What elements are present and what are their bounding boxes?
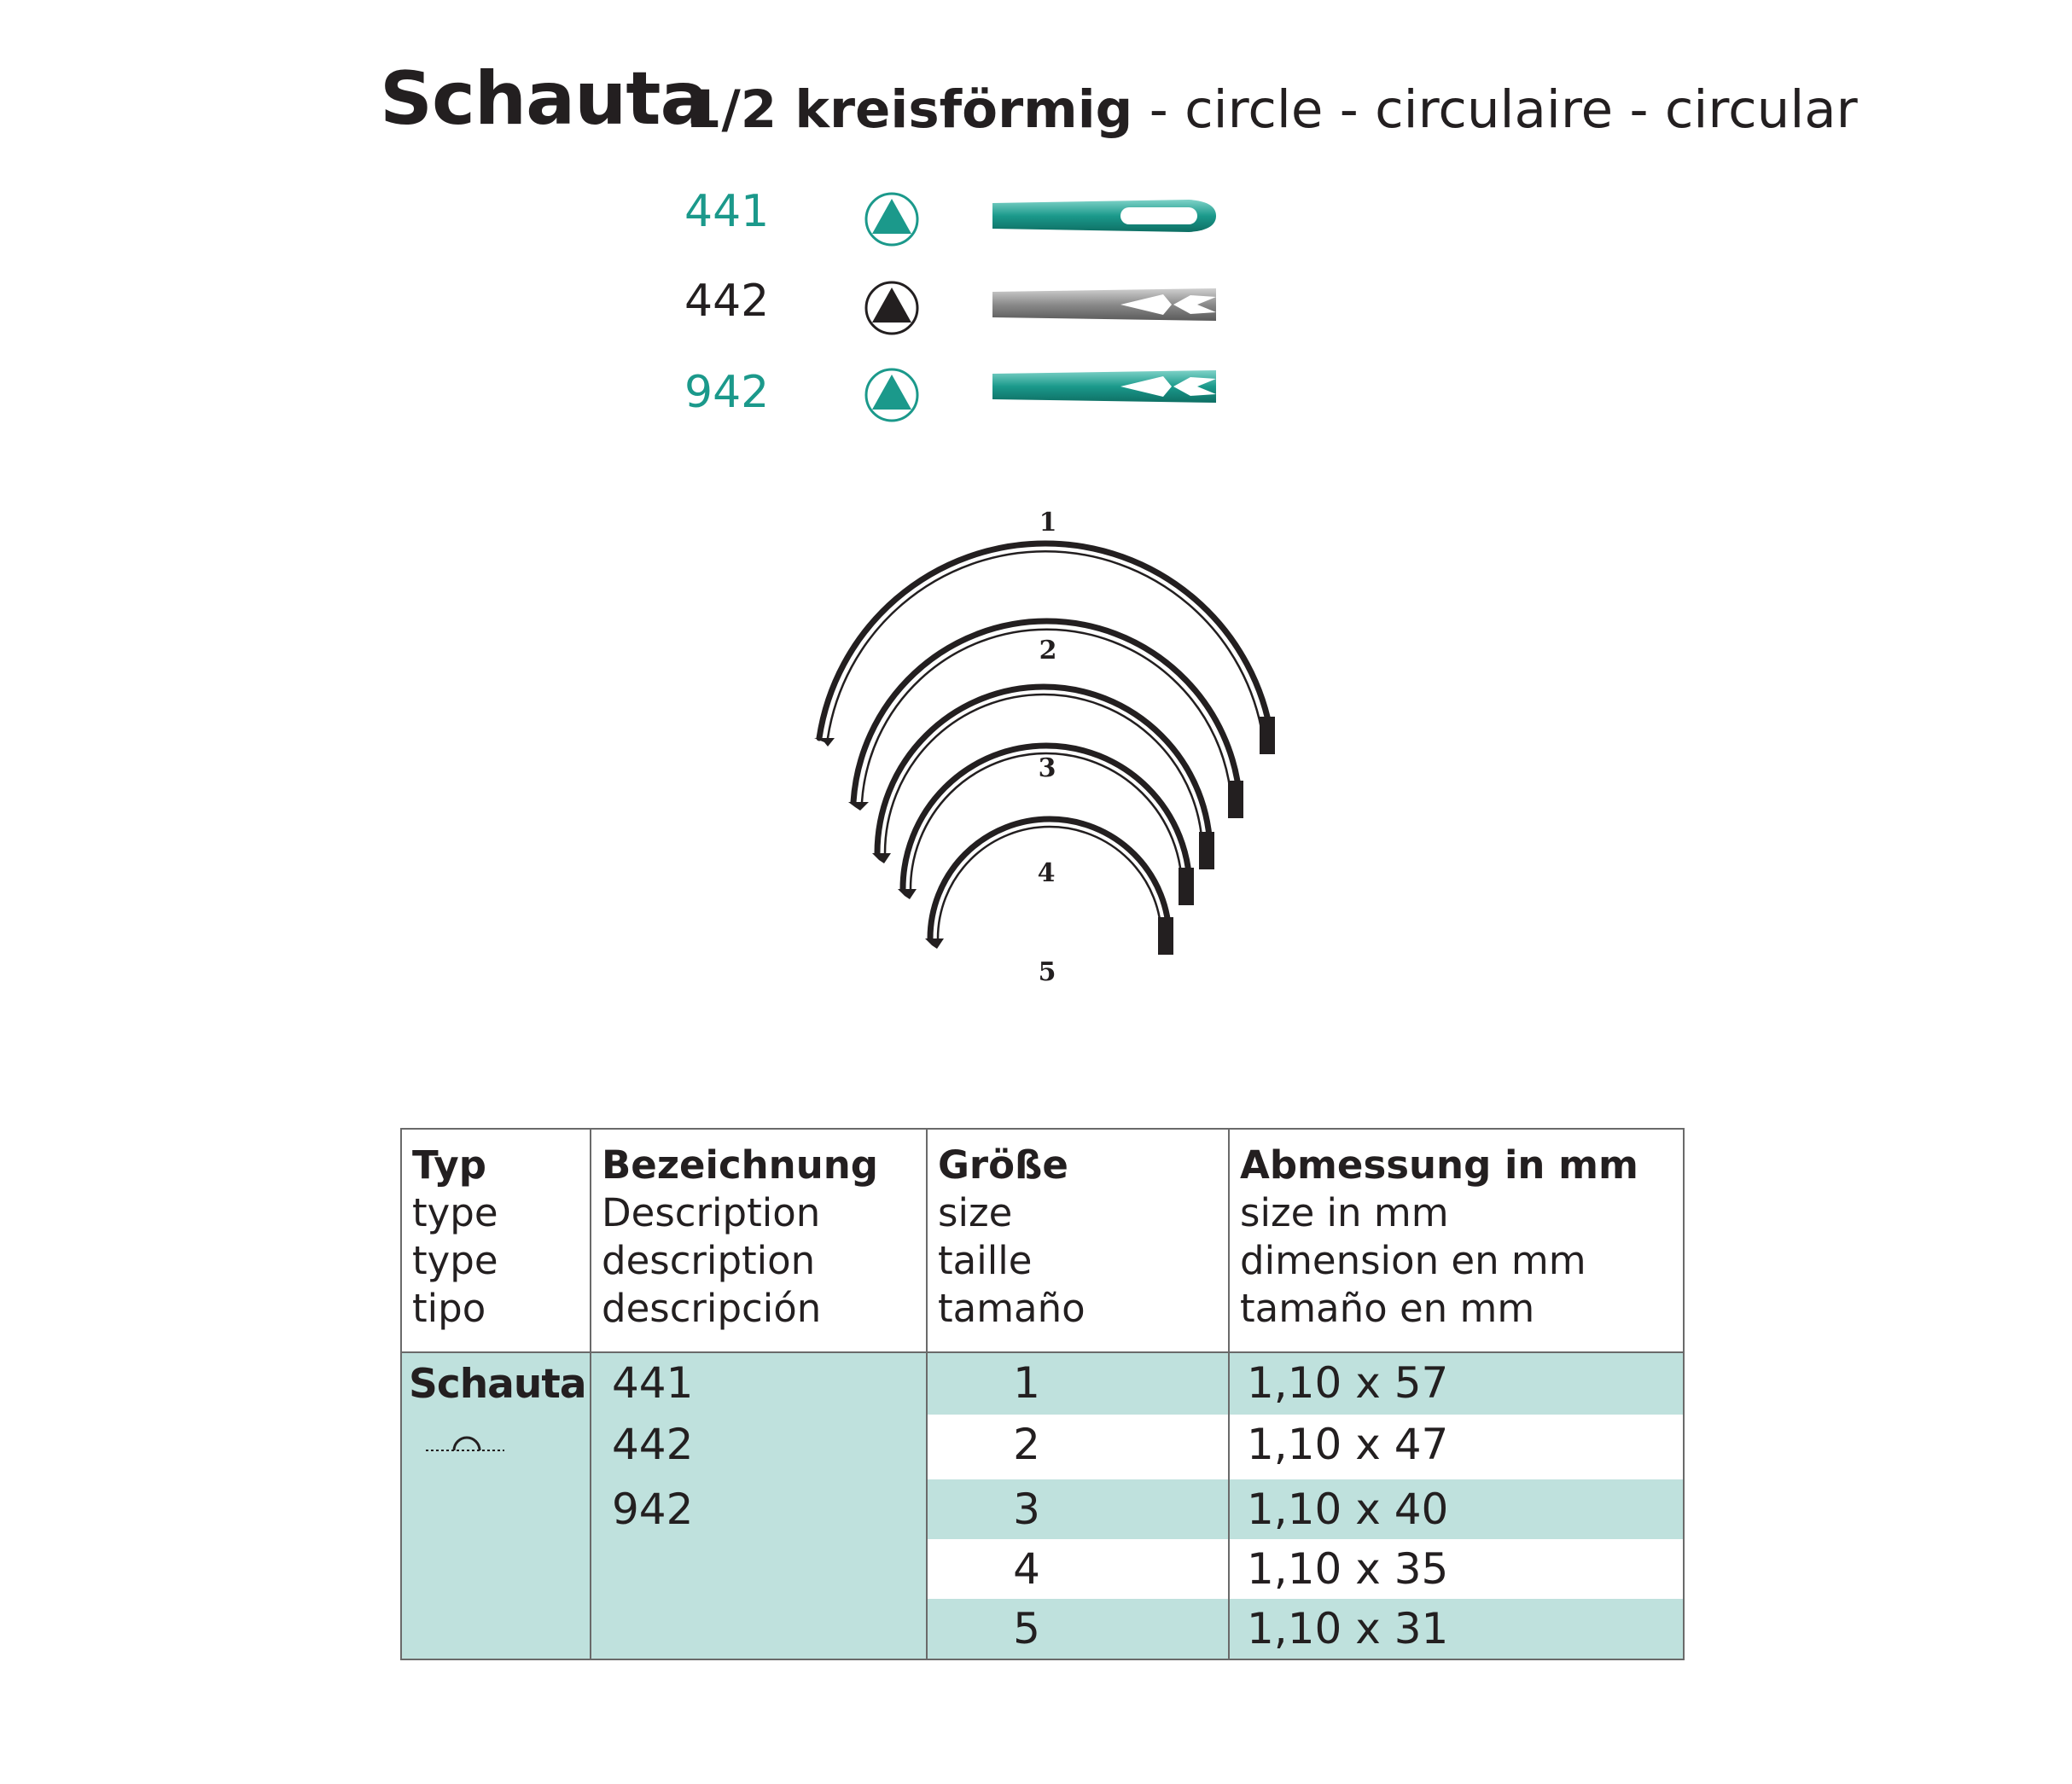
table-row	[401, 1415, 1684, 1479]
variant-code-441: 441	[684, 186, 770, 237]
table-row	[401, 1599, 1684, 1659]
triangle-teal-icon	[864, 191, 920, 247]
type-cell	[401, 1599, 591, 1659]
type-cell	[401, 1539, 591, 1599]
dimension-cell: 1,10 x 31	[1229, 1599, 1684, 1659]
table-row	[401, 1479, 1684, 1539]
subtitle-bold: 1/2 kreisförmig	[685, 79, 1133, 140]
needle-label-1: 1	[1039, 508, 1057, 538]
table-row	[401, 1352, 1684, 1415]
needle-label-5: 5	[1038, 957, 1056, 987]
header-dimension: Abmessung in mm size in mm dimension en mm tamaño en mm	[1229, 1129, 1684, 1352]
page-subtitle	[685, 79, 1858, 140]
needle-label-4: 4	[1037, 858, 1056, 888]
table-row	[401, 1539, 1684, 1599]
size-cell: 2	[927, 1415, 1229, 1479]
description-cell	[591, 1539, 927, 1599]
size-cell: 4	[927, 1539, 1229, 1599]
triangle-black-icon	[864, 280, 920, 336]
type-cell	[401, 1415, 591, 1479]
variant-code-942: 942	[684, 367, 770, 418]
dimension-cell: 1,10 x 40	[1229, 1479, 1684, 1539]
type-cell	[401, 1352, 591, 1415]
description-cell: 441	[591, 1352, 927, 1415]
table-header-row	[401, 1129, 1684, 1352]
header-description: Bezeichnung Description description descripción	[591, 1129, 927, 1352]
needle-size-diagram	[794, 452, 1289, 1084]
needle-label-3: 3	[1038, 753, 1056, 783]
type-name: Schauta	[409, 1361, 586, 1408]
half-circle-needle-icon	[426, 1421, 528, 1464]
header-size: Größe size taille tamaño	[927, 1129, 1229, 1352]
page-title: Schauta	[380, 56, 709, 142]
dimension-cell: 1,10 x 57	[1229, 1352, 1684, 1415]
variant-code-442: 442	[684, 276, 770, 327]
size-cell: 3	[927, 1479, 1229, 1539]
size-cell: 5	[927, 1599, 1229, 1659]
dimension-cell: 1,10 x 47	[1229, 1415, 1684, 1479]
triangle-teal-icon	[864, 367, 920, 423]
needle-label-2: 2	[1039, 636, 1057, 665]
needle-eye-teal-icon	[992, 195, 1219, 237]
type-cell	[401, 1479, 591, 1539]
header-type: Typ type type tipo	[401, 1129, 591, 1352]
specs-table	[400, 1128, 1685, 1660]
description-cell: 442	[591, 1415, 927, 1479]
needle-eye-gray-icon	[992, 283, 1219, 326]
needle-eye-teal-icon	[992, 365, 1219, 408]
description-cell: 942	[591, 1479, 927, 1539]
description-cell	[591, 1599, 927, 1659]
size-cell: 1	[927, 1352, 1229, 1415]
dimension-cell: 1,10 x 35	[1229, 1539, 1684, 1599]
subtitle-rest: - circle - circulaire - circular	[1132, 79, 1858, 140]
